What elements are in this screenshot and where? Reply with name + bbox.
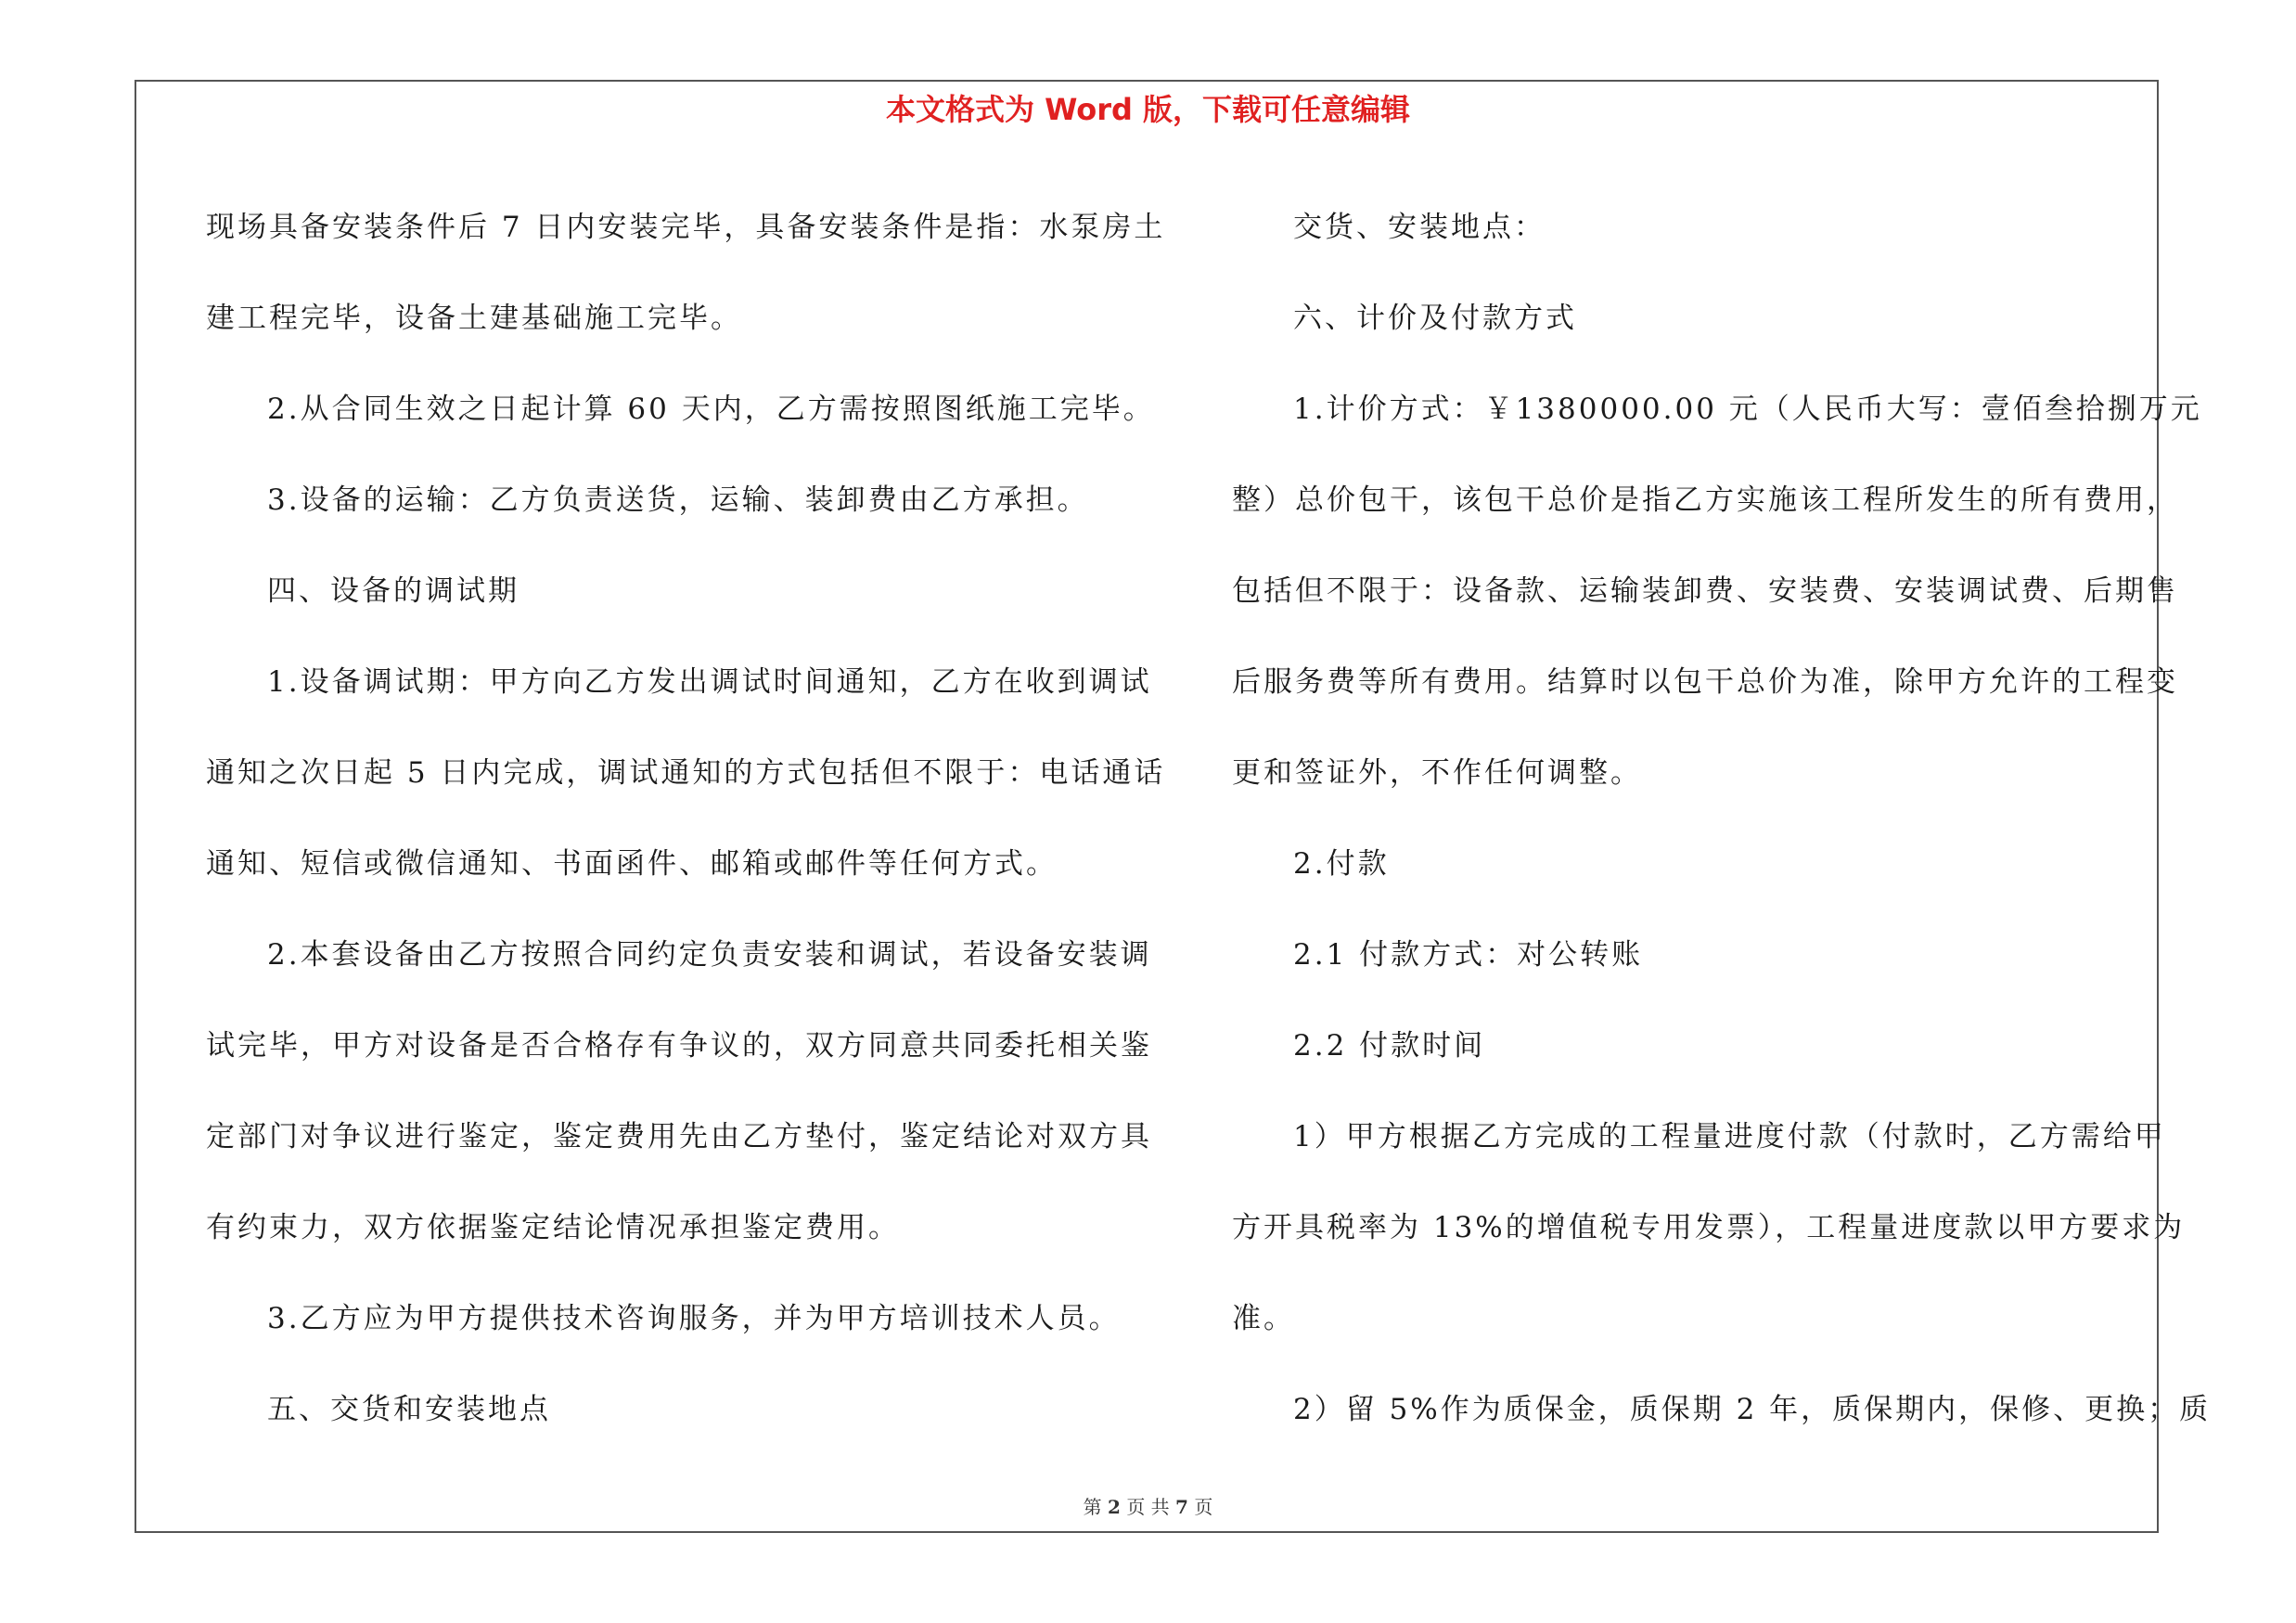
header-banner: 本文格式为 Word 版，下载可任意编辑 [885, 92, 1411, 127]
paragraph-line: 整）总价包干，该包干总价是指乙方实施该工程所发生的所有费用， [1232, 483, 2178, 517]
paragraph-line: 包括但不限于：设备款、运输装卸费、安装费、安装调试费、后期售 [1232, 574, 2178, 608]
paragraph-line: 2.付款 [1293, 847, 1390, 881]
page-footer [0, 1494, 2296, 1520]
paragraph-line: 3.设备的运输：乙方负责送货，运输、装卸费由乙方承担。 [267, 483, 1089, 517]
paragraph-line: 方开具税率为 13%的增值税专用发票），工程量进度款以甲方要求为 [1232, 1211, 2186, 1244]
paragraph-line: 通知、短信或微信通知、书面函件、邮箱或邮件等任何方式。 [206, 847, 1058, 881]
footer-prefix: 第 [1083, 1496, 1102, 1518]
footer-suffix: 页 [1194, 1496, 1213, 1518]
paragraph-line: 定部门对争议进行鉴定，鉴定费用先由乙方垫付，鉴定结论对双方具 [206, 1120, 1152, 1153]
paragraph-line: 四、设备的调试期 [267, 574, 519, 608]
paragraph-line: 五、交货和安装地点 [267, 1393, 551, 1426]
paragraph-line: 建工程完毕，设备土建基础施工完毕。 [206, 302, 742, 335]
left-column [206, 182, 1166, 1455]
current-page-number: 2 [1108, 1496, 1121, 1518]
paragraph-line: 有约束力，双方依据鉴定结论情况承担鉴定费用。 [206, 1211, 900, 1244]
paragraph-line: 试完毕，甲方对设备是否合格存有争议的，双方同意共同委托相关鉴 [206, 1029, 1152, 1063]
paragraph-line: 后服务费等所有费用。结算时以包干总价为准，除甲方允许的工程变 [1232, 665, 2178, 699]
total-pages-number: 7 [1175, 1496, 1188, 1518]
paragraph-line: 2.2 付款时间 [1293, 1029, 1486, 1063]
paragraph-line: 2.本套设备由乙方按照合同约定负责安装和调试，若设备安装调 [267, 938, 1152, 972]
footer-middle: 页 共 [1126, 1496, 1170, 1518]
right-column [1232, 182, 2212, 1455]
paragraph-line: 1.设备调试期：甲方向乙方发出调试时间通知，乙方在收到调试 [267, 665, 1152, 699]
paragraph-line: 通知之次日起 5 日内完成，调试通知的方式包括但不限于：电话通话 [206, 756, 1166, 790]
paragraph-line: 1）甲方根据乙方完成的工程量进度付款（付款时，乙方需给甲 [1293, 1120, 2166, 1153]
paragraph-line: 现场具备安装条件后 7 日内安装完毕，具备安装条件是指：水泵房土 [206, 211, 1166, 244]
paragraph-line: 六、计价及付款方式 [1293, 302, 1577, 335]
paragraph-line: 2）留 5%作为质保金，质保期 2 年，质保期内，保修、更换；质 [1293, 1393, 2212, 1426]
paragraph-line: 2.从合同生效之日起计算 60 天内，乙方需按照图纸施工完毕。 [267, 393, 1155, 426]
paragraph-line: 更和签证外，不作任何调整。 [1232, 756, 1642, 790]
paragraph-line: 准。 [1232, 1302, 1295, 1335]
paragraph-line: 3.乙方应为甲方提供技术咨询服务，并为甲方培训技术人员。 [267, 1302, 1121, 1335]
paragraph-line: 交货、安装地点： [1293, 211, 1546, 244]
paragraph-line: 1.计价方式：￥1380000.00 元（人民币大写：壹佰叁拾捌万元 [1293, 393, 2202, 426]
paragraph-line: 2.1 付款方式：对公转账 [1293, 938, 1644, 972]
